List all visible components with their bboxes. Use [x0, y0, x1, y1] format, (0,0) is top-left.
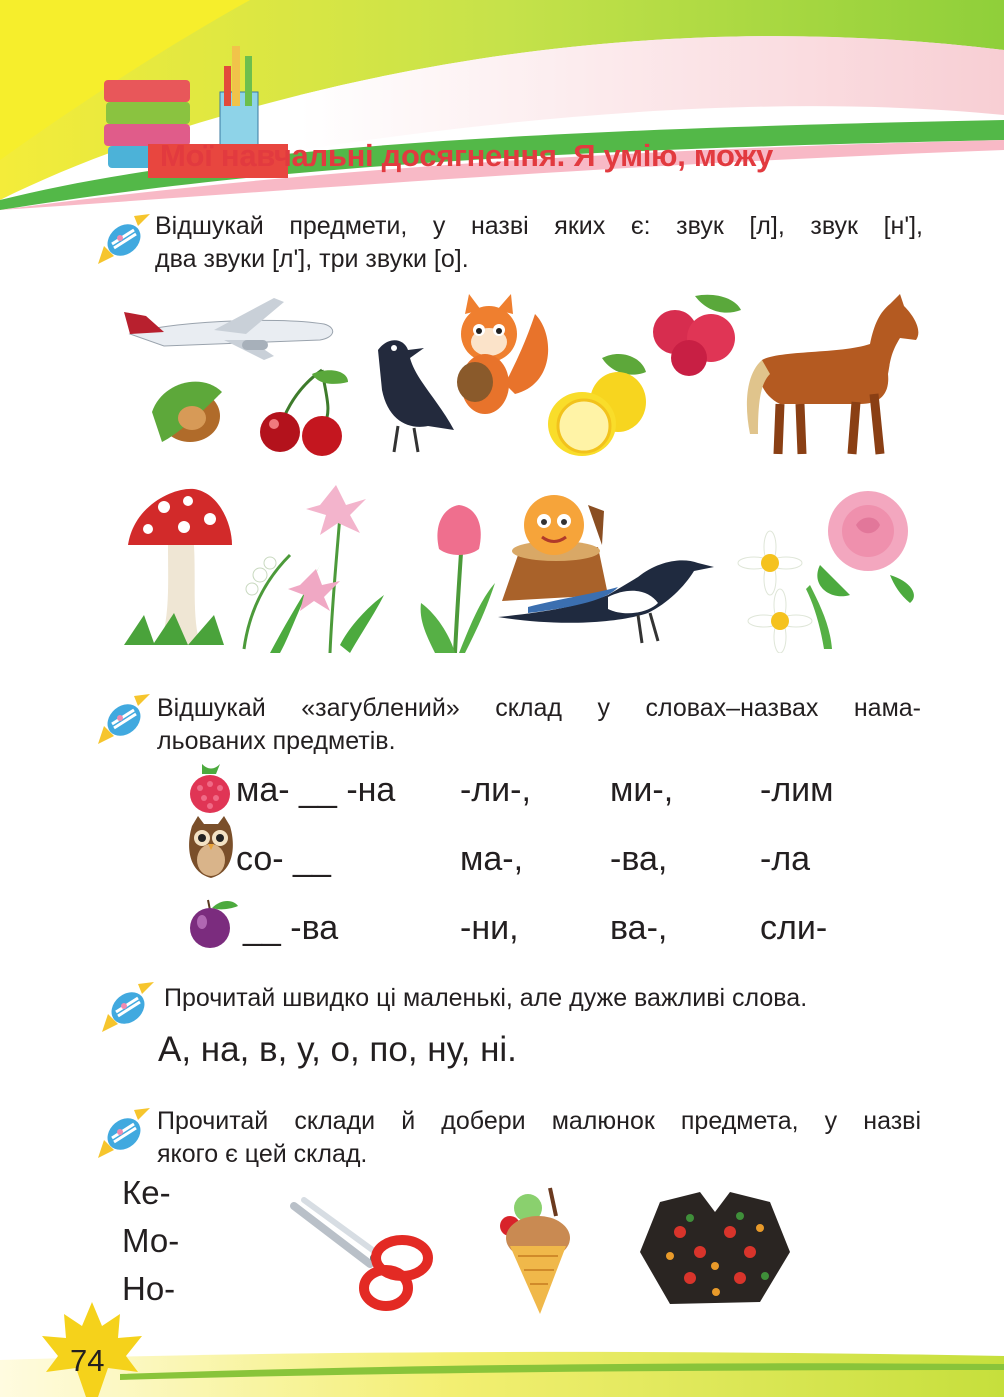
- task2-row1-option-1: -ли-,: [460, 771, 531, 809]
- mushroom-picture: [124, 485, 236, 653]
- hazelnut-picture: [142, 372, 230, 452]
- lemons-picture: [542, 348, 650, 460]
- picture-row-2: [120, 485, 925, 655]
- task1-line2: два звуки [л'], три звуки [о].: [155, 245, 469, 273]
- task2-line2: льованих предметів.: [157, 727, 396, 755]
- task2-row2-option-3: -ла: [760, 840, 811, 878]
- task4-syllable-3: Но-: [122, 1270, 176, 1307]
- task2-row1-word: ма- __ -на: [236, 771, 396, 809]
- task2-row3-option-3: сли-: [760, 909, 828, 947]
- squirrel-picture: [445, 294, 555, 426]
- candy-task-icon: [98, 212, 150, 268]
- candy-task-icon: [102, 980, 154, 1036]
- task2-row3-word: __ -ва: [243, 909, 339, 947]
- plum-icon: [182, 896, 238, 950]
- horse-picture: [740, 294, 925, 459]
- task4-line2: якого є цей склад.: [157, 1140, 368, 1168]
- page-number: 74: [70, 1343, 105, 1378]
- task2-row1-option-3: -лим: [760, 771, 834, 809]
- task4-syllable-1: Ке-: [122, 1174, 171, 1211]
- task4-syllable-2: Мо-: [122, 1222, 180, 1259]
- picture-row-1: [120, 290, 925, 465]
- page-title: Мої навчальні досягнення. Я умію, можу: [160, 138, 773, 173]
- lily-picture: [280, 485, 390, 653]
- task3-instruction: Прочитай швидко ці маленькі, але дуже важливі слова.: [164, 984, 808, 1012]
- magpie-picture: [498, 547, 718, 655]
- task2-row2-option-1: ма-,: [460, 840, 524, 878]
- task2-line1: Відшукай «загублений» склад у словах–назвах нама-: [157, 694, 921, 722]
- task2-row3-option-1: -ни,: [460, 909, 519, 947]
- cherries-picture: [252, 366, 352, 462]
- tulip-picture: [415, 503, 505, 653]
- task3-words: А, на, в, у, о, по, ну, ні.: [158, 1030, 517, 1069]
- task1-instruction: [155, 210, 923, 276]
- raspberries-picture: [645, 292, 745, 378]
- rose-picture: [810, 485, 922, 605]
- task2-row2-option-2: -ва,: [610, 840, 668, 878]
- task4-line1: Прочитай склади й добери малюнок предмета, у назві: [157, 1107, 921, 1135]
- task2-instruction: [157, 692, 921, 758]
- task1-line1: Відшукай предмети, у назві яких є: звук [л], звук [н'],: [155, 212, 923, 240]
- footer-band: [0, 1330, 1004, 1397]
- owl-icon: [186, 816, 236, 880]
- task2-row1-option-2: ми-,: [610, 771, 674, 809]
- ice-cream-picture: [498, 1186, 578, 1316]
- task2-row3-option-2: ва-,: [610, 909, 668, 947]
- candy-task-icon: [98, 692, 150, 748]
- raspberry-icon: [186, 762, 232, 814]
- airplane-picture: [124, 294, 338, 364]
- candy-task-icon: [98, 1106, 150, 1162]
- task2-row2-word: со- __: [236, 840, 331, 878]
- scissors-picture: [290, 1196, 435, 1311]
- header-title-banner: [148, 138, 928, 182]
- task4-instruction: [157, 1105, 921, 1171]
- embroidered-vest-picture: [640, 1192, 790, 1312]
